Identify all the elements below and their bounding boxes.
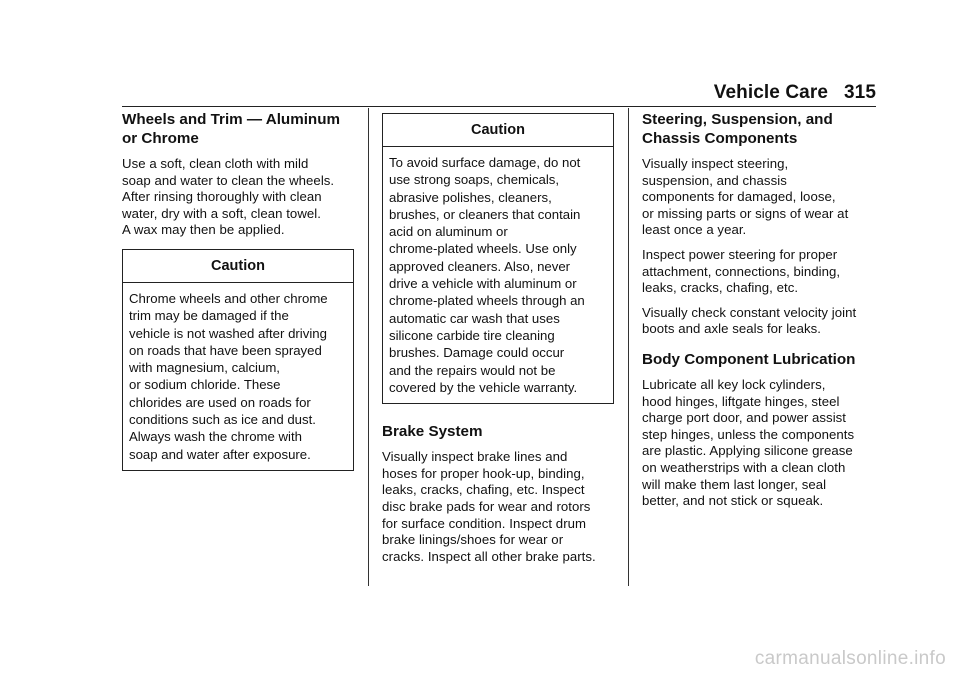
caution-line: abrasive polishes, cleaners,: [389, 189, 552, 205]
caution-body: [123, 283, 353, 470]
text-line: are plastic. Applying silicone grease: [642, 443, 853, 459]
text-line: leaks, cracks, chafing, etc. Inspect: [382, 482, 585, 498]
caution-title: Caution: [123, 250, 353, 283]
body-lubrication-heading: Body Component Lubrication: [642, 350, 856, 368]
caution-line: chlorides are used on roads for: [129, 394, 311, 410]
steering-paragraph-3: [642, 305, 880, 338]
text-line: Visually inspect brake lines and: [382, 449, 568, 465]
text-line: for surface condition. Inspect drum: [382, 515, 587, 531]
text-line: After rinsing thoroughly with clean: [122, 189, 322, 205]
caution-line: with magnesium, calcium,: [129, 360, 280, 376]
text-line: water, dry with a soft, clean towel.: [122, 205, 321, 221]
text-line: boots and axle seals for leaks.: [642, 321, 821, 337]
caution-line: and the repairs would not be: [389, 362, 556, 378]
caution-line: trim may be damaged if the: [129, 308, 289, 324]
text-line: will make them last longer, seal: [642, 476, 827, 492]
column-divider-2: [628, 108, 629, 586]
caution-line: chrome-plated wheels through an: [389, 293, 585, 309]
caution-line: Chrome wheels and other chrome: [129, 290, 328, 306]
caution-line: brushes, or cleaners that contain: [389, 206, 581, 222]
caution-line: acid on aluminum or: [389, 224, 508, 240]
text-line: Visually check constant velocity joint: [642, 304, 857, 320]
text-line: or missing parts or signs of wear at: [642, 205, 849, 221]
caution-line: soap and water after exposure.: [129, 446, 311, 462]
lubrication-paragraph: [642, 377, 880, 510]
steering-suspension-heading: [642, 110, 880, 148]
aluminum-caution-box: [382, 113, 614, 404]
section-title: Vehicle Care: [713, 82, 828, 103]
caution-line: on roads that have been sprayed: [129, 342, 322, 358]
text-line: suspension, and chassis: [642, 172, 787, 188]
caution-line: automatic car wash that uses: [389, 310, 560, 326]
page-number: 315: [843, 82, 876, 103]
text-line: on weatherstrips with a clean cloth: [642, 459, 846, 475]
caution-line: Always wash the chrome with: [129, 429, 302, 445]
brake-system-heading: Brake System: [382, 423, 483, 441]
caution-line: use strong soaps, chemicals,: [389, 172, 560, 188]
column-1: [122, 110, 354, 471]
heading-line: Wheels and Trim — Aluminum: [122, 111, 340, 128]
heading-line: Chassis Components: [642, 130, 798, 147]
text-line: leaks, cracks, chafing, etc.: [642, 280, 799, 296]
wheels-trim-heading: [122, 110, 354, 148]
caution-line: chrome-plated wheels. Use only: [389, 241, 577, 257]
caution-line: To avoid surface damage, do not: [389, 155, 581, 170]
caution-line: silicone carbide tire cleaning: [389, 327, 555, 343]
heading-line: Steering, Suspension, and: [642, 111, 833, 128]
heading-line: or Chrome: [122, 130, 199, 147]
text-line: better, and not stick or squeak.: [642, 493, 824, 509]
text-line: step hinges, unless the components: [642, 426, 855, 442]
caution-body: [383, 147, 613, 403]
text-line: Visually inspect steering,: [642, 156, 789, 171]
caution-title: Caution: [383, 114, 613, 147]
caution-line: approved cleaners. Also, never: [389, 258, 571, 274]
text-line: brake linings/shoes for wear or: [382, 532, 564, 548]
caution-line: or sodium chloride. These: [129, 377, 281, 393]
text-line: attachment, connections, binding,: [642, 263, 841, 279]
caution-line: brushes. Damage could occur: [389, 345, 565, 361]
text-line: charge port door, and power assist: [642, 410, 847, 426]
text-line: cracks. Inspect all other brake parts.: [382, 548, 596, 564]
column-3: [642, 110, 880, 518]
text-line: A wax may then be applied.: [122, 222, 285, 238]
chrome-caution-box: [122, 249, 354, 471]
text-line: components for damaged, loose,: [642, 189, 836, 205]
text-line: disc brake pads for wear and rotors: [382, 498, 591, 514]
text-line: soap and water to clean the wheels.: [122, 172, 335, 188]
header-rule: [122, 106, 876, 107]
caution-line: covered by the vehicle warranty.: [389, 379, 578, 395]
text-line: least once a year.: [642, 222, 747, 238]
text-line: Lubricate all key lock cylinders,: [642, 376, 826, 392]
caution-line: drive a vehicle with aluminum or: [389, 276, 577, 292]
text-line: Inspect power steering for proper: [642, 246, 838, 262]
steering-paragraph-1: [642, 156, 880, 239]
running-header: [714, 82, 876, 104]
caution-line: conditions such as ice and dust.: [129, 412, 316, 428]
brake-system-paragraph: [382, 449, 614, 565]
wheels-trim-paragraph: [122, 156, 354, 239]
text-line: Use a soft, clean cloth with mild: [122, 156, 309, 171]
caution-line: vehicle is not washed after driving: [129, 325, 327, 341]
column-2: [382, 110, 614, 573]
watermark: carmanualsonline.info: [754, 648, 946, 669]
text-line: hood hinges, liftgate hinges, steel: [642, 393, 840, 409]
text-line: hoses for proper hook-up, binding,: [382, 465, 585, 481]
column-divider-1: [368, 108, 369, 586]
steering-paragraph-2: [642, 247, 880, 297]
